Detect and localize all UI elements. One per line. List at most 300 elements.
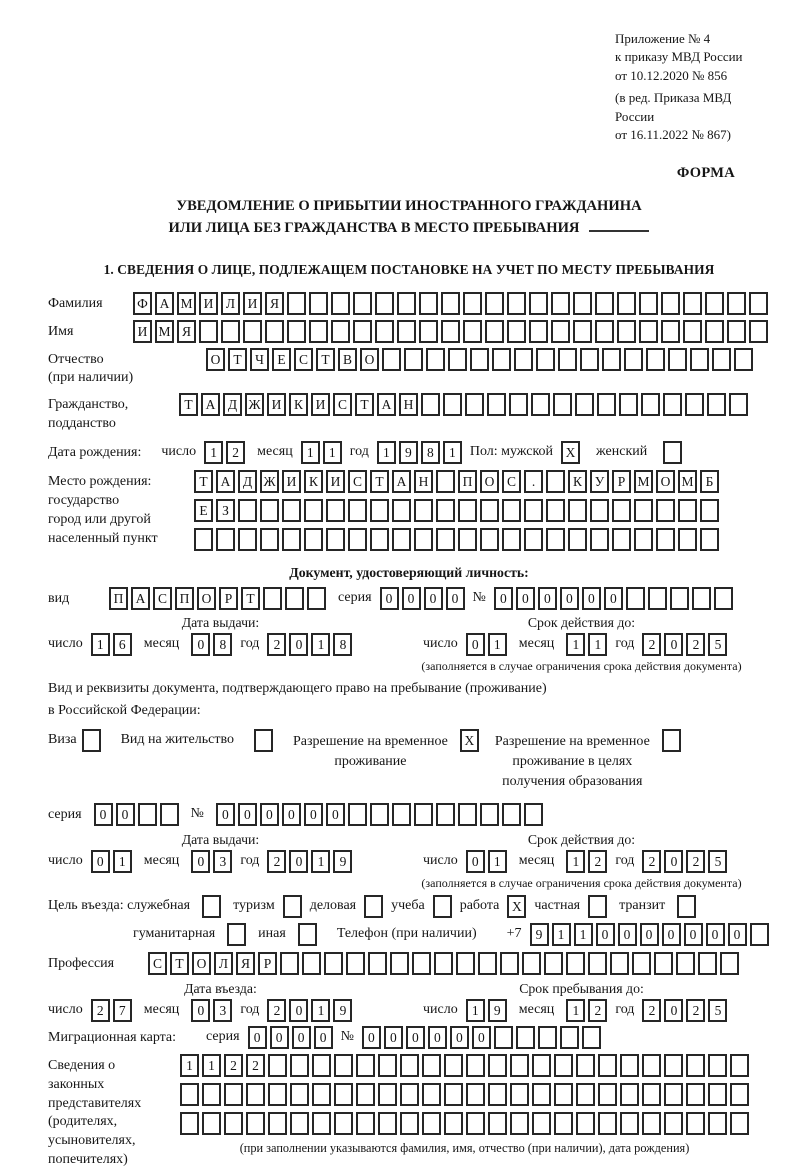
guardians-grid bbox=[180, 1054, 749, 1156]
char-box: 0 bbox=[538, 587, 557, 610]
birth-day-boxes bbox=[204, 441, 245, 464]
char-box bbox=[632, 952, 651, 975]
purpose-delovaya-label: деловая bbox=[309, 897, 357, 913]
char-box bbox=[730, 1054, 749, 1077]
char-box bbox=[436, 499, 455, 522]
permit-valid-day bbox=[466, 850, 507, 873]
char-box bbox=[302, 952, 321, 975]
birthplace-boxes-1 bbox=[194, 470, 719, 493]
char-box bbox=[595, 320, 614, 343]
permit-valid-year bbox=[642, 850, 727, 873]
permit-seriya-boxes bbox=[94, 803, 179, 826]
day-word: число bbox=[161, 444, 197, 460]
char-box: 3 bbox=[213, 999, 232, 1022]
char-box: 2 bbox=[267, 850, 286, 873]
birthdate-label: Дата рождения: bbox=[48, 445, 142, 461]
char-box: 0 bbox=[216, 803, 235, 826]
char-box: 0 bbox=[424, 587, 443, 610]
char-box: П bbox=[109, 587, 128, 610]
char-box bbox=[456, 952, 475, 975]
char-box bbox=[510, 1083, 529, 1106]
char-box: С bbox=[348, 470, 367, 493]
char-box: 0 bbox=[640, 923, 659, 946]
char-box: X bbox=[561, 441, 580, 464]
char-box: 0 bbox=[282, 803, 301, 826]
year-word: год bbox=[615, 636, 635, 652]
char-box: Н bbox=[414, 470, 433, 493]
char-box: С bbox=[294, 348, 313, 371]
char-box bbox=[397, 320, 416, 343]
validity-note: (заполняется в случае ограничения срока действия документа) bbox=[421, 659, 742, 674]
char-box: 0 bbox=[664, 999, 683, 1022]
profession-boxes bbox=[148, 952, 739, 975]
char-box: К bbox=[568, 470, 587, 493]
purpose-ucheba-label: учеба bbox=[391, 897, 425, 913]
char-box bbox=[529, 292, 548, 315]
migcard-num-label: № bbox=[340, 1028, 354, 1044]
char-box bbox=[443, 393, 462, 416]
visa-label: Виза bbox=[48, 731, 77, 747]
char-box: 2 bbox=[686, 999, 705, 1022]
char-box bbox=[463, 320, 482, 343]
guardians-boxes-1 bbox=[180, 1054, 749, 1077]
char-box bbox=[282, 499, 301, 522]
char-box: 9 bbox=[530, 923, 549, 946]
permit-dates bbox=[48, 832, 770, 891]
char-box bbox=[353, 320, 372, 343]
char-box bbox=[536, 348, 555, 371]
iddoc-num-label: № bbox=[472, 590, 486, 606]
char-box bbox=[346, 952, 365, 975]
char-box: З bbox=[216, 499, 235, 522]
char-box bbox=[624, 348, 643, 371]
profession-label: Профессия bbox=[48, 955, 115, 971]
char-box bbox=[382, 348, 401, 371]
purpose-gum-label: гуманитарная bbox=[133, 925, 216, 941]
char-box bbox=[448, 348, 467, 371]
char-box bbox=[554, 1112, 573, 1135]
char-box: 2 bbox=[91, 999, 110, 1022]
char-box: А bbox=[216, 470, 235, 493]
day-word: число bbox=[48, 1001, 83, 1017]
char-box bbox=[334, 1112, 353, 1135]
char-box bbox=[698, 952, 717, 975]
char-box: 2 bbox=[642, 999, 661, 1022]
char-box: 7 bbox=[113, 999, 132, 1022]
char-box: 0 bbox=[191, 850, 210, 873]
char-box: 0 bbox=[582, 587, 601, 610]
permit-issue-day bbox=[91, 850, 132, 873]
char-box: 0 bbox=[260, 803, 279, 826]
char-box: М bbox=[177, 292, 196, 315]
char-box: Л bbox=[221, 292, 240, 315]
firstname-boxes bbox=[133, 320, 768, 343]
char-box: Р bbox=[612, 470, 631, 493]
char-box bbox=[582, 1026, 601, 1049]
char-box bbox=[708, 1054, 727, 1077]
char-box: 1 bbox=[204, 441, 223, 464]
char-box bbox=[690, 348, 709, 371]
char-box: 1 bbox=[377, 441, 396, 464]
char-box: С bbox=[333, 393, 352, 416]
char-box bbox=[664, 1054, 683, 1077]
char-box: 0 bbox=[304, 803, 323, 826]
char-box bbox=[597, 393, 616, 416]
char-box: Б bbox=[700, 470, 719, 493]
char-box bbox=[368, 952, 387, 975]
iddoc-seriya-label: серия bbox=[338, 590, 372, 606]
char-box: X bbox=[507, 895, 526, 918]
char-box bbox=[378, 1112, 397, 1135]
char-box bbox=[298, 923, 317, 946]
char-box: Т bbox=[355, 393, 374, 416]
char-box bbox=[283, 895, 302, 918]
char-box: 3 bbox=[213, 850, 232, 873]
char-box bbox=[588, 952, 607, 975]
char-box bbox=[612, 499, 631, 522]
char-box: А bbox=[131, 587, 150, 610]
char-box: 0 bbox=[238, 803, 257, 826]
migcard-number-boxes bbox=[362, 1026, 601, 1049]
char-box bbox=[532, 1083, 551, 1106]
char-box bbox=[458, 803, 477, 826]
char-box bbox=[619, 393, 638, 416]
guardians-row bbox=[48, 1054, 770, 1170]
purpose-label: Цель въезда: служебная bbox=[48, 897, 191, 913]
char-box bbox=[595, 292, 614, 315]
char-box: Е bbox=[272, 348, 291, 371]
iddoc-valid-month bbox=[566, 633, 607, 656]
stay-year bbox=[642, 999, 727, 1022]
char-box: 0 bbox=[706, 923, 725, 946]
char-box bbox=[714, 587, 733, 610]
citizenship-row bbox=[48, 393, 770, 434]
char-box: О bbox=[360, 348, 379, 371]
char-box: 2 bbox=[226, 441, 245, 464]
char-box bbox=[246, 1083, 265, 1106]
char-box: 0 bbox=[664, 633, 683, 656]
char-box bbox=[700, 528, 719, 551]
char-box: О bbox=[480, 470, 499, 493]
char-box bbox=[670, 587, 689, 610]
char-box: 9 bbox=[488, 999, 507, 1022]
phone-label: Телефон (при наличии) bbox=[336, 925, 477, 941]
char-box bbox=[727, 292, 746, 315]
patronymic-boxes bbox=[206, 348, 753, 371]
char-box bbox=[598, 1083, 617, 1106]
char-box: М bbox=[155, 320, 174, 343]
month-word: месяц bbox=[518, 1001, 555, 1017]
char-box: 1 bbox=[552, 923, 571, 946]
char-box bbox=[287, 320, 306, 343]
firstname-label: Имя bbox=[48, 323, 74, 339]
char-box bbox=[309, 292, 328, 315]
char-box: Р bbox=[258, 952, 277, 975]
rvp-label: Разрешение на временное проживание bbox=[292, 733, 448, 770]
char-box: 0 bbox=[406, 1026, 425, 1049]
char-box bbox=[356, 1112, 375, 1135]
entry-date-heading: Дата въезда: bbox=[184, 980, 257, 996]
char-box bbox=[290, 1083, 309, 1106]
birthplace-boxes-2 bbox=[194, 499, 719, 522]
char-box bbox=[620, 1083, 639, 1106]
title-blank-line bbox=[589, 218, 649, 232]
char-box bbox=[488, 1054, 507, 1077]
char-box bbox=[664, 1083, 683, 1106]
char-box: 6 bbox=[113, 633, 132, 656]
char-box bbox=[502, 803, 521, 826]
char-box bbox=[566, 952, 585, 975]
char-box: И bbox=[311, 393, 330, 416]
stay-date-heading: Срок пребывания до: bbox=[519, 980, 644, 996]
char-box: Д bbox=[238, 470, 257, 493]
char-box: М bbox=[678, 470, 697, 493]
stay-valid-col bbox=[393, 981, 770, 1022]
char-box: И bbox=[326, 470, 345, 493]
phone-boxes bbox=[530, 923, 769, 946]
char-box: О bbox=[197, 587, 216, 610]
char-box bbox=[422, 1083, 441, 1106]
char-box: 0 bbox=[314, 1026, 333, 1049]
purpose-rabota-label: работа bbox=[459, 897, 500, 913]
char-box bbox=[683, 320, 702, 343]
char-box: К bbox=[289, 393, 308, 416]
char-box: 0 bbox=[94, 803, 113, 826]
char-box bbox=[304, 528, 323, 551]
char-box: 0 bbox=[466, 850, 485, 873]
iddoc-issue-day bbox=[91, 633, 132, 656]
char-box: Т bbox=[241, 587, 260, 610]
char-box: 1 bbox=[488, 633, 507, 656]
char-box: 1 bbox=[311, 633, 330, 656]
char-box bbox=[404, 348, 423, 371]
char-box bbox=[749, 292, 768, 315]
char-box bbox=[712, 348, 731, 371]
char-box: 5 bbox=[708, 999, 727, 1022]
char-box bbox=[160, 803, 179, 826]
char-box: У bbox=[590, 470, 609, 493]
entry-month bbox=[191, 999, 232, 1022]
char-box bbox=[700, 499, 719, 522]
char-box bbox=[510, 1054, 529, 1077]
char-box bbox=[331, 292, 350, 315]
char-box: 0 bbox=[450, 1026, 469, 1049]
char-box: 9 bbox=[333, 850, 352, 873]
char-box: 0 bbox=[191, 633, 210, 656]
char-box bbox=[390, 952, 409, 975]
char-box: 2 bbox=[642, 633, 661, 656]
char-box bbox=[180, 1112, 199, 1135]
purpose-inaya-label: иная bbox=[258, 925, 286, 941]
iddoc-seriya-boxes bbox=[380, 587, 465, 610]
char-box bbox=[194, 528, 213, 551]
char-box bbox=[414, 499, 433, 522]
char-box bbox=[554, 1083, 573, 1106]
birthplace-boxes-3 bbox=[194, 528, 719, 551]
char-box bbox=[426, 348, 445, 371]
char-box bbox=[312, 1112, 331, 1135]
char-box bbox=[573, 292, 592, 315]
forma-label: ФОРМА bbox=[676, 164, 735, 181]
char-box bbox=[444, 1054, 463, 1077]
char-box bbox=[216, 528, 235, 551]
char-box bbox=[414, 528, 433, 551]
validity-note: (заполняется в случае ограничения срока действия документа) bbox=[421, 875, 742, 890]
appendix-line: (в ред. Приказа МВД России bbox=[615, 90, 732, 124]
char-box bbox=[280, 952, 299, 975]
char-box bbox=[370, 499, 389, 522]
char-box: 1 bbox=[311, 999, 330, 1022]
char-box bbox=[626, 587, 645, 610]
char-box: 1 bbox=[180, 1054, 199, 1077]
purpose-tranzit-checkbox bbox=[677, 895, 696, 918]
char-box: 1 bbox=[488, 850, 507, 873]
char-box bbox=[433, 895, 452, 918]
char-box: Я bbox=[236, 952, 255, 975]
char-box bbox=[370, 803, 389, 826]
char-box bbox=[353, 292, 372, 315]
char-box: 2 bbox=[224, 1054, 243, 1077]
char-box: 1 bbox=[113, 850, 132, 873]
char-box bbox=[576, 1083, 595, 1106]
char-box bbox=[705, 320, 724, 343]
iddoc-issue-month bbox=[191, 633, 232, 656]
char-box bbox=[397, 292, 416, 315]
char-box bbox=[664, 1112, 683, 1135]
purpose-chastnaya-label: частная bbox=[534, 897, 581, 913]
iddoc-dates bbox=[48, 615, 770, 674]
char-box bbox=[494, 1026, 513, 1049]
char-box bbox=[392, 528, 411, 551]
char-box bbox=[463, 292, 482, 315]
char-box bbox=[524, 499, 543, 522]
char-box bbox=[419, 292, 438, 315]
char-box bbox=[641, 393, 660, 416]
char-box bbox=[356, 1054, 375, 1077]
char-box bbox=[642, 1054, 661, 1077]
iddoc-heading: Документ, удостоверяющий личность: bbox=[289, 565, 529, 581]
char-box bbox=[378, 1054, 397, 1077]
char-box bbox=[260, 499, 279, 522]
char-box bbox=[364, 895, 383, 918]
char-box bbox=[708, 1083, 727, 1106]
permit-intro-line1: Вид и реквизиты документа, подтверждающего право на пребывание (проживание) bbox=[48, 681, 547, 697]
char-box bbox=[238, 499, 257, 522]
char-box bbox=[686, 1112, 705, 1135]
char-box bbox=[348, 528, 367, 551]
stay-month bbox=[566, 999, 607, 1022]
char-box bbox=[560, 1026, 579, 1049]
char-box bbox=[642, 1083, 661, 1106]
char-box bbox=[326, 499, 345, 522]
char-box bbox=[656, 528, 675, 551]
char-box bbox=[290, 1054, 309, 1077]
char-box bbox=[720, 952, 739, 975]
char-box: 0 bbox=[560, 587, 579, 610]
issue-date-heading: Дата выдачи: bbox=[181, 831, 260, 847]
permit-intro bbox=[48, 678, 770, 723]
iddoc-number-boxes bbox=[494, 587, 733, 610]
birth-month-boxes bbox=[301, 441, 342, 464]
char-box: 2 bbox=[686, 850, 705, 873]
char-box bbox=[421, 393, 440, 416]
form-title bbox=[48, 196, 770, 240]
char-box bbox=[677, 895, 696, 918]
char-box bbox=[598, 1054, 617, 1077]
char-box: Т bbox=[179, 393, 198, 416]
char-box: А bbox=[377, 393, 396, 416]
month-word: месяц bbox=[143, 636, 180, 652]
char-box: 0 bbox=[289, 999, 308, 1022]
char-box bbox=[466, 1112, 485, 1135]
char-box bbox=[478, 952, 497, 975]
birth-year-boxes bbox=[377, 441, 462, 464]
purpose-ucheba-checkbox bbox=[433, 895, 452, 918]
char-box bbox=[580, 348, 599, 371]
char-box: 0 bbox=[270, 1026, 289, 1049]
guardians-boxes-2 bbox=[180, 1083, 749, 1106]
char-box bbox=[730, 1083, 749, 1106]
char-box: Ф bbox=[133, 292, 152, 315]
char-box bbox=[224, 1112, 243, 1135]
char-box: 5 bbox=[708, 850, 727, 873]
char-box bbox=[326, 528, 345, 551]
char-box: Т bbox=[228, 348, 247, 371]
char-box bbox=[485, 292, 504, 315]
char-box bbox=[686, 1083, 705, 1106]
birthplace-row bbox=[48, 470, 770, 557]
char-box: 2 bbox=[588, 850, 607, 873]
char-box: 0 bbox=[664, 850, 683, 873]
char-box: Т bbox=[316, 348, 335, 371]
char-box bbox=[500, 952, 519, 975]
permit-issue-col bbox=[48, 832, 393, 891]
char-box: 2 bbox=[642, 850, 661, 873]
char-box bbox=[707, 393, 726, 416]
char-box bbox=[334, 1054, 353, 1077]
char-box: Е bbox=[194, 499, 213, 522]
char-box: 8 bbox=[213, 633, 232, 656]
char-box: 5 bbox=[708, 633, 727, 656]
iddoc-vid-label: вид bbox=[48, 591, 70, 607]
char-box: 0 bbox=[684, 923, 703, 946]
form-title-line2: ИЛИ ЛИЦА БЕЗ ГРАЖДАНСТВА В МЕСТО ПРЕБЫВАНИЯ bbox=[48, 218, 770, 240]
char-box bbox=[392, 499, 411, 522]
char-box bbox=[202, 895, 221, 918]
char-box: И bbox=[133, 320, 152, 343]
char-box: Я bbox=[265, 292, 284, 315]
char-box: 0 bbox=[289, 850, 308, 873]
char-box bbox=[551, 320, 570, 343]
char-box bbox=[282, 528, 301, 551]
char-box: П bbox=[175, 587, 194, 610]
char-box bbox=[436, 803, 455, 826]
sex-female-label: женский bbox=[596, 444, 648, 460]
char-box bbox=[265, 320, 284, 343]
month-word: месяц bbox=[518, 636, 555, 652]
char-box bbox=[610, 952, 629, 975]
char-box: 2 bbox=[588, 999, 607, 1022]
permit-seriya-label: серия bbox=[48, 806, 82, 822]
char-box: И bbox=[199, 292, 218, 315]
year-word: год bbox=[240, 636, 260, 652]
rvp-checkbox bbox=[460, 729, 479, 752]
char-box bbox=[683, 292, 702, 315]
char-box bbox=[466, 1083, 485, 1106]
permit-valid-month bbox=[566, 850, 607, 873]
entry-year bbox=[267, 999, 352, 1022]
char-box: 0 bbox=[248, 1026, 267, 1049]
